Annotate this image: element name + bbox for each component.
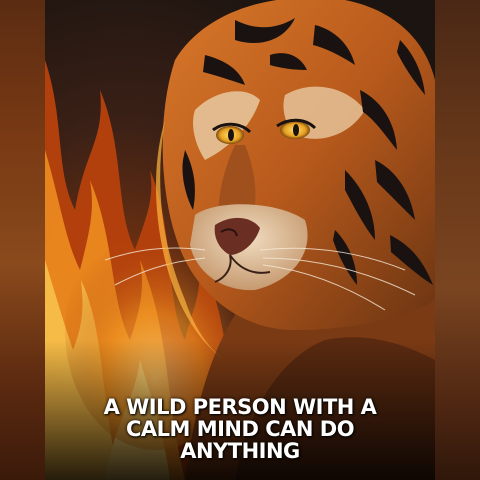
blurred-right-border [435,0,480,480]
caption-line-2: CALM MIND CAN DO [125,417,355,441]
poster-caption [45,396,435,462]
blurred-left-border [0,0,45,480]
caption-line-1: A WILD PERSON WITH A [103,395,377,419]
caption-line-3: ANYTHING [180,439,300,463]
